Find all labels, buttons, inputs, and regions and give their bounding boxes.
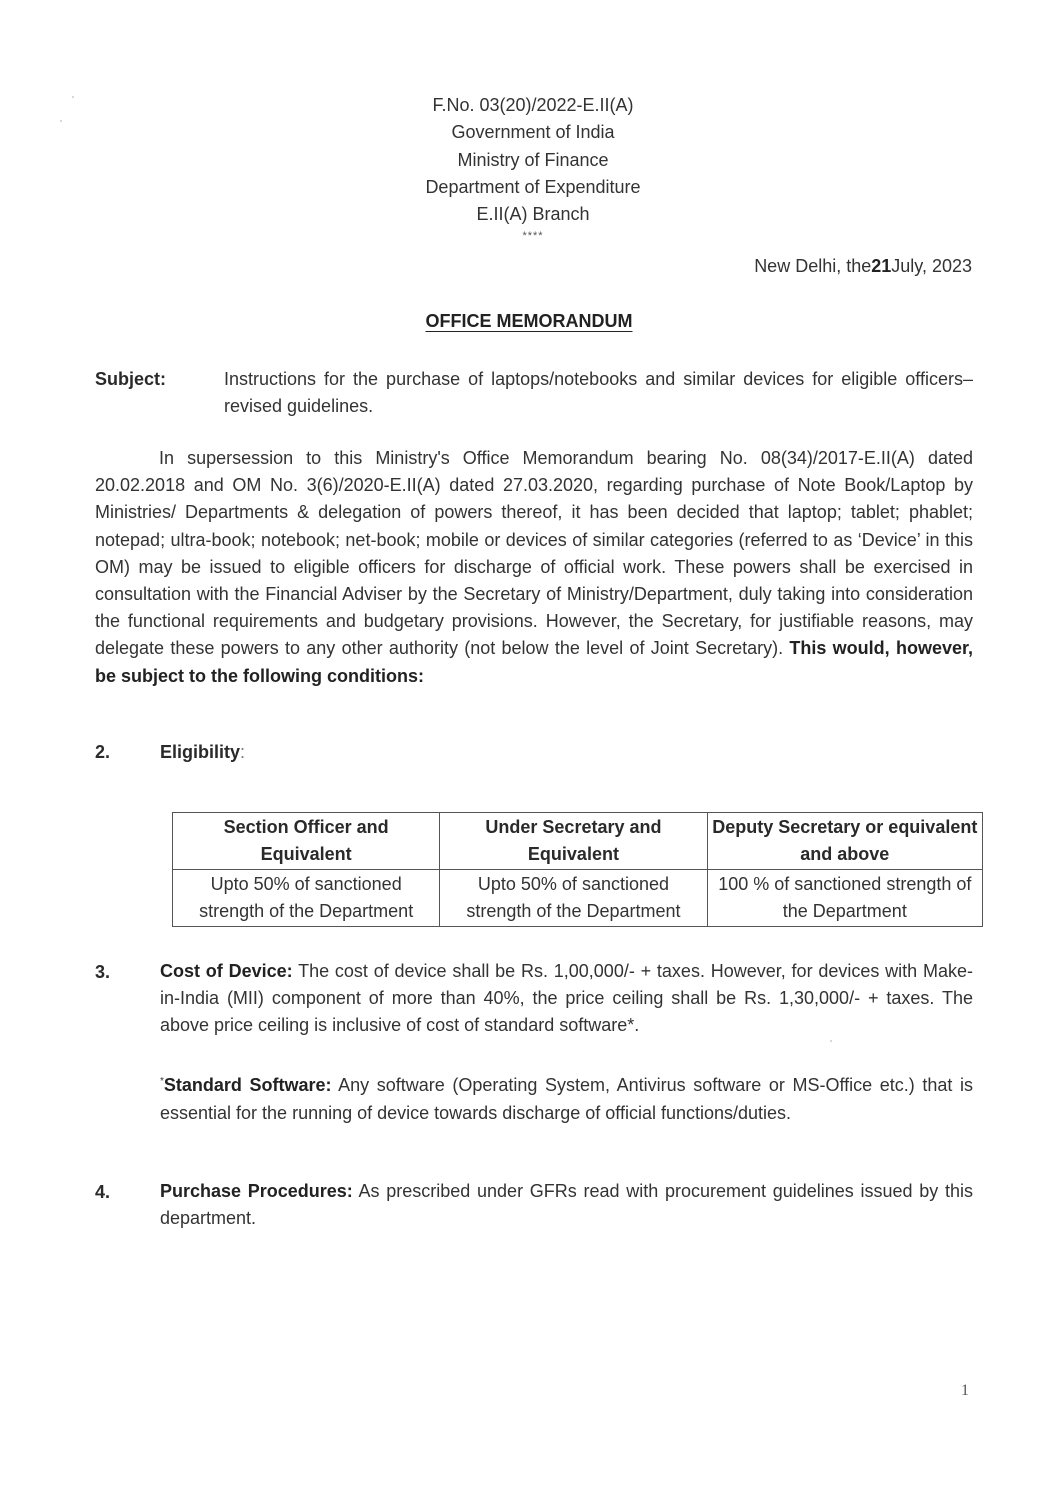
footnote-text: Any software (Operating System, Antivirus software or MS-Office etc.) that is essential for the running of device towards discharge of official functions/duties.: [160, 1075, 973, 1123]
section-3-number: 3.: [95, 962, 111, 982]
subject-text: Instructions for the purchase of laptops/notebooks and similar devices for eligible officers–revised guidelines.: [224, 369, 973, 416]
eligibility-title: Eligibility: [160, 742, 241, 762]
cost-of-device-title: Cost of Device:: [160, 961, 293, 981]
letterhead: [330, 92, 736, 242]
intro-text: In supersession to this Ministry's Office Memorandum bearing No. 08(34)/2017-E.II(A) dated 20.02.2018 and OM No. 3(6)/2020-E.II(A) dated 27.03.2020, regarding purchase of Note Book/Laptop by Ministries/ Departments & delegation of powers thereof, it has been decided that laptop; tablet; phablet; notepad; ultra-book; notebook; net-book; mobile or devices of similar categories (referred to as ‘Device’ in this OM) may be issued to eligible officers for discharge of official work. These powers shall be exercised in consultation with the Financial Adviser by the Secretary of Ministry/Department, duly taking into consideration the functional requirements and budgetary provisions. However, the Secretary, for justifiable reasons, may delegate these powers to any other authority (not below the level of Joint Secretary).: [95, 448, 973, 659]
table-cell: 100 % of sanctioned strength of the Department: [707, 870, 982, 927]
page-number: 1: [961, 1382, 969, 1399]
eligibility-table: [172, 812, 983, 927]
table-header-cell: Under Secretary and Equivalent: [440, 813, 707, 870]
section-2-number: 2.: [95, 742, 111, 762]
purchase-procedures-paragraph: [160, 1178, 973, 1232]
cost-of-device-paragraph: [160, 958, 973, 1039]
cost-of-device-text: The cost of device shall be Rs. 1,00,000/- + taxes. However, for devices with Make-in-India (MII) component of more than 40%, the price ceiling shall be Rs. 1,30,000/- + taxes. The above price ceiling is inclusive of cost of standard software*.: [160, 961, 973, 1035]
letterhead-line-department: Department of Expenditure: [425, 176, 641, 197]
intro-paragraph: [95, 445, 973, 690]
document-title-wrap: [0, 311, 1058, 332]
date-suffix: July, 2023: [891, 256, 972, 276]
subject-label: Subject:: [95, 369, 167, 389]
scan-speck: [830, 1040, 832, 1042]
date-day: 21: [871, 256, 892, 276]
section-4-number: 4.: [95, 1182, 111, 1202]
table-header-cell: Section Officer and Equivalent: [173, 813, 440, 870]
date-prefix: New Delhi, the: [754, 256, 872, 276]
scan-speck: [72, 96, 74, 98]
letterhead-line-government: Government of India: [451, 122, 615, 143]
table-header-row: [173, 813, 983, 870]
standard-software-footnote: [160, 1068, 973, 1127]
letterhead-line-ministry: Ministry of Finance: [457, 149, 609, 170]
intro-bold-conditions: This would, however, be subject to the following conditions:: [95, 638, 973, 686]
separator-stars: ****: [522, 230, 544, 243]
eligibility-heading: [160, 742, 245, 763]
table-row: [173, 870, 983, 927]
table-cell: Upto 50% of sanctioned strength of the Department: [173, 870, 440, 927]
table-header-cell: Deputy Secretary or equivalent and above: [707, 813, 982, 870]
document-title: OFFICE MEMORANDUM: [425, 311, 633, 331]
file-number: F.No. 03(20)/2022-E.II(A): [432, 95, 634, 115]
purchase-procedures-title: Purchase Procedures:: [160, 1181, 353, 1201]
eligibility-colon: :: [240, 742, 246, 762]
footnote-title: Standard Software:: [163, 1075, 332, 1095]
table-cell: Upto 50% of sanctioned strength of the Department: [440, 870, 707, 927]
purchase-procedures-text: As prescribed under GFRs read with procurement guidelines issued by this department.: [160, 1181, 973, 1228]
issue-date: [754, 256, 972, 277]
scan-speck: [60, 120, 62, 122]
footnote-mark: *: [160, 1076, 164, 1087]
letterhead-line-branch: E.II(A) Branch: [476, 204, 590, 225]
